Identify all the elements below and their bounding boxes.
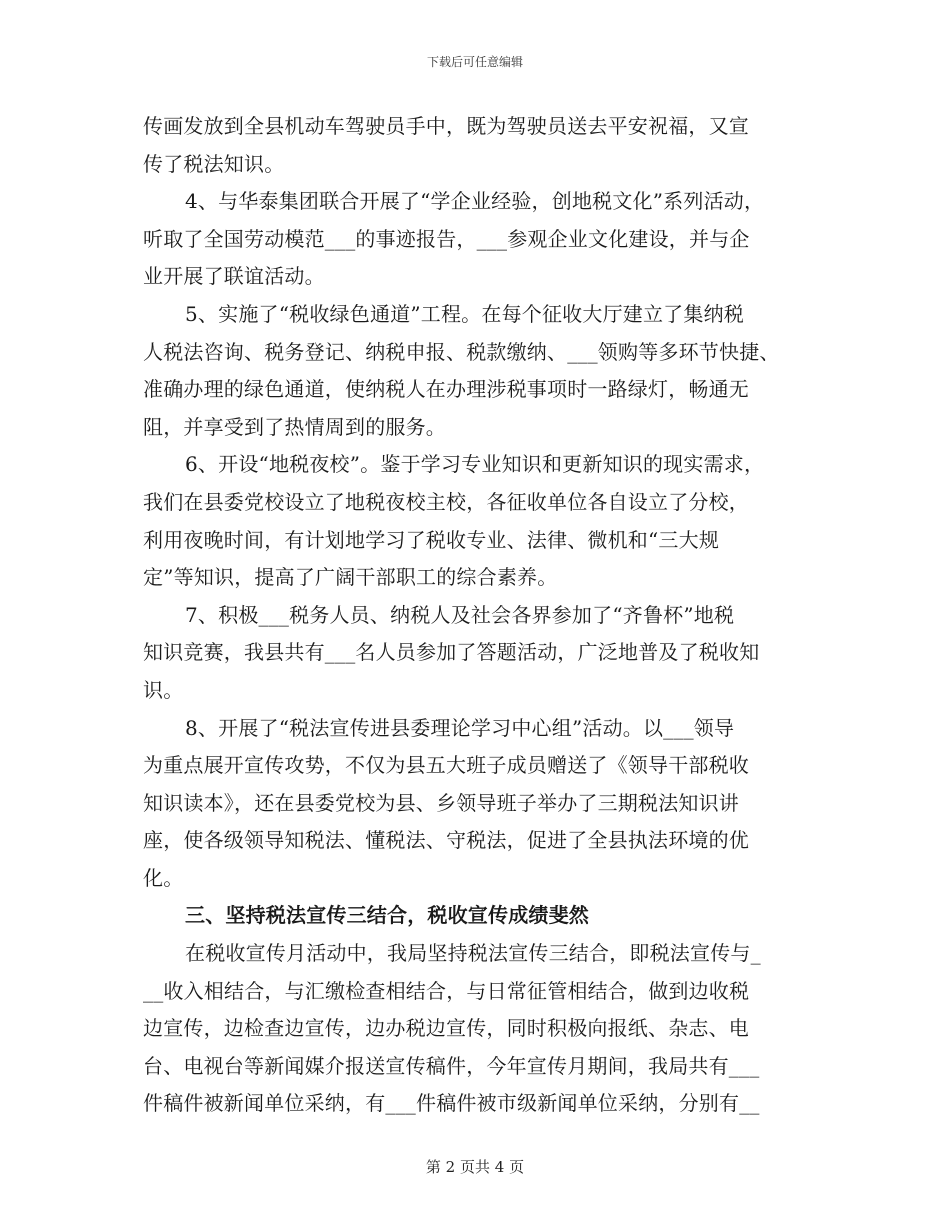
- text-line: 知识竞赛，我县共有___名人员参加了答题活动，广泛地普及了税收知: [143, 640, 760, 665]
- page-footer: 第 2 页共 4 页: [425, 1158, 525, 1176]
- text-line: 传了税法知识。: [143, 151, 285, 176]
- text-line: 利用夜晚时间，有计划地学习了税收专业、法律、微机和“三大规: [143, 527, 720, 552]
- page-header: 下载后可任意编辑: [426, 55, 523, 69]
- text-line: 业开展了联谊活动。: [143, 264, 325, 289]
- text-line: 边宣传，边检查边宣传，边办税边宣传，同时积极向报纸、杂志、电: [143, 1016, 749, 1041]
- text-line: 人税法咨询、税务登记、纳税申报、税款缴纳、___领购等多环节快捷、: [143, 339, 780, 364]
- text-line: 我们在县委党校设立了地税夜校主校，各征收单位各自设立了分校，: [143, 489, 749, 514]
- text-line: 7、积极___税务人员、纳税人及社会各界参加了“齐鲁杯”地税: [185, 602, 735, 627]
- text-line: 4、与华泰集团联合开展了“学企业经验，创地税文化”系列活动，: [185, 189, 765, 214]
- text-line: 识。: [143, 677, 184, 702]
- text-line: 件稿件被新闻单位采纳，有___件稿件被市级新闻单位采纳，分别有__: [143, 1091, 760, 1116]
- text-line: 为重点展开宣传攻势，不仅为县五大班子成员赠送了《领导干部税收: [143, 753, 749, 778]
- text-line: 知识读本》，还在县委党校为县、乡领导班子举办了三期税法知识讲: [143, 790, 739, 815]
- text-line: 台、电视台等新闻媒介报送宣传稿件，今年宣传月期间，我局共有___: [143, 1053, 760, 1078]
- text-line: 定”等知识，提高了广阔干部职工的综合素养。: [143, 565, 558, 590]
- text-line: 传画发放到全县机动车驾驶员手中，既为驾驶员送去平安祝福，又宣: [143, 114, 749, 138]
- text-line: 座，使各级领导知税法、懂税法、守税法，促进了全县执法环境的优: [143, 828, 749, 853]
- text-line: 8、开展了“税法宣传进县委理论学习中心组”活动。以___领导: [185, 715, 735, 740]
- text-line: 6、开设“地税夜校”。鉴于学习专业知识和更新知识的现实需求，: [185, 452, 765, 477]
- text-line: 听取了全国劳动模范___的事迹报告，___参观企业文化建设，并与企: [143, 226, 750, 251]
- text-line: 阻，并享受到了热情周到的服务。: [143, 414, 446, 439]
- text-line: 5、实施了“税收绿色通道”工程。在每个征收大厅建立了集纳税: [185, 301, 744, 326]
- text-line: 准确办理的绿色通道，使纳税人在办理涉税事项时一路绿灯，畅通无: [143, 377, 749, 402]
- text-line: __收入相结合，与汇缴检查相结合，与日常征管相结合，做到边收税: [143, 978, 750, 1003]
- text-line: 在税收宣传月活动中，我局坚持税法宣传三结合，即税法宣传与_: [185, 941, 761, 966]
- document-body: [143, 108, 823, 1123]
- text-line: 化。: [143, 865, 184, 890]
- section-heading: 三、坚持税法宣传三结合，税收宣传成绩斐然: [185, 903, 589, 928]
